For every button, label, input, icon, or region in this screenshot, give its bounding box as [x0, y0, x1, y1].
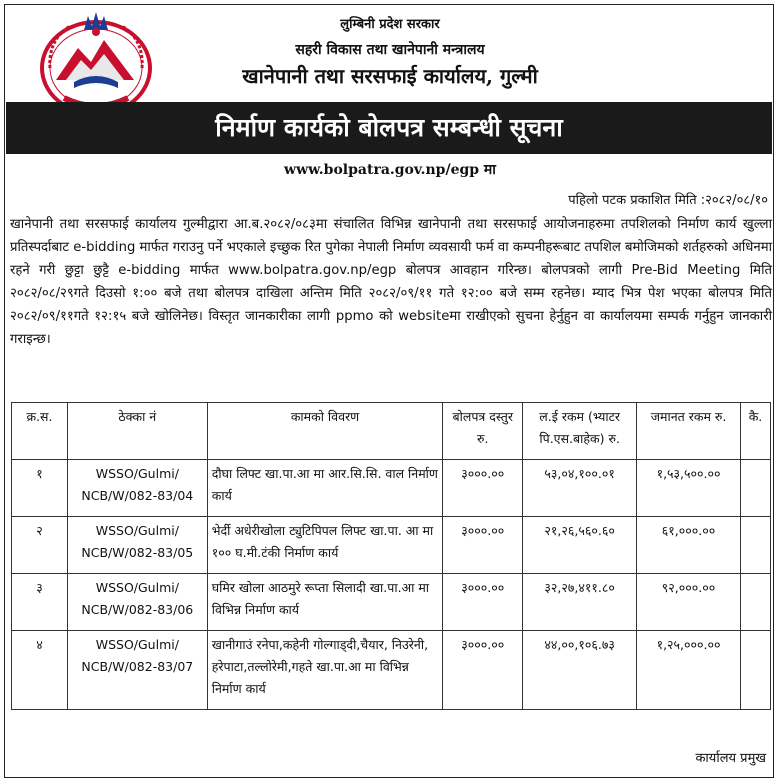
cell-remarks	[740, 574, 770, 631]
cell-contract-no: WSSO/Gulmi/ NCB/W/082-83/06	[67, 574, 207, 631]
tender-table	[11, 402, 771, 710]
cell-security: १,५३,५००.००	[637, 460, 741, 517]
publish-date: पहिलो पटक प्रकाशित मिति :२०८२/०८/१०	[568, 193, 768, 208]
cell-work: घमिर खोला आठमुरे रूप्ता सिलादी खा.पा.आ मा विभिन्न निर्माण कार्य	[207, 574, 443, 631]
table-row	[12, 517, 771, 574]
cell-work: भेर्दी अधेरीखोला ट्युटिपिपल लिफ्ट खा.पा. आ मा १०० घ.मी.टंकी निर्माण कार्य	[207, 517, 443, 574]
cell-sn: ३	[12, 574, 68, 631]
header-fee: बोलपत्र दस्तुर रु.	[443, 403, 523, 460]
cell-estimate: ४४,००,१०६.७३	[523, 631, 637, 710]
cell-contract-no: WSSO/Gulmi/ NCB/W/082-83/07	[67, 631, 207, 710]
province-government: लुम्बिनी प्रदेश सरकार	[340, 17, 440, 32]
cell-fee: ३०००.००	[443, 574, 523, 631]
cell-contract-no: WSSO/Gulmi/ NCB/W/082-83/04	[67, 460, 207, 517]
notice-paragraph: खानेपानी तथा सरसफाई कार्यालय गुल्मीद्वारा आ.ब.२०८२/०८३मा संचालित विभिन्न खानेपानी तथा सरसफाई आयोजनाहरुमा तपशिलको निर्माण कार्य खुल्ला प्रतिस्पर्दाबाट e-bidding मार्फत गराउनु पर्ने भएकाले इच्छुक रित पुगेका नेपाली निर्माण व्यवसायी फर्म वा कम्पनीहरूबाट तपशिल बमोजिमको शर्तहरुको अधिनमा रहने गरी छुट्टा छुट्टै e-bidding मार्फत www.bolpatra.gov.np/egp बोलपत्र आवहान गरिन्छ। बोलपत्रको लागी Pre-Bid Meeting मिति २०८२/०८/२९गते दिउसो १:०० बजे तथा बोलपत्र दाखिला अन्तिम मिति २०८२/०९/११ गते १२:०० बजे सम्म रहनेछ। म्याद भित्र पेश भएका बोलपत्र मिति २०८२/०९/११गते १२:१५ बजे खोलिनेछ। विस्तृत जानकारीका लागी ppmo को websiteमा राखीएको सुचना हेर्नुहुन वा कार्यालयमा सम्पर्क गर्नुहुन जानकारी गराइन्छ।	[10, 217, 772, 347]
cell-remarks	[740, 460, 770, 517]
cell-remarks	[740, 631, 770, 710]
cell-security: ९२,०००.००	[637, 574, 741, 631]
header-work: कामको विवरण	[207, 403, 443, 460]
cell-estimate: २१,२६,५६०.६०	[523, 517, 637, 574]
notice-title-banner: निर्माण कार्यको बोलपत्र सम्बन्धी सूचना	[6, 102, 772, 154]
header-contract-no: ठेक्का नं	[67, 403, 207, 460]
cell-security: ६१,०००.००	[637, 517, 741, 574]
cell-remarks	[740, 517, 770, 574]
header-estimate: ल.ई रकम (भ्याटर पि.एस.बाहेक) रु.	[523, 403, 637, 460]
table-row	[12, 460, 771, 517]
cell-estimate: ५३,०४,१००.०१	[523, 460, 637, 517]
website-link[interactable]: www.bolpatra.gov.np/egp मा	[284, 162, 496, 178]
ministry-name: सहरी विकास तथा खानेपानी मन्त्रालय	[295, 42, 485, 58]
cell-sn: ४	[12, 631, 68, 710]
signature-office-chief: कार्यालय प्रमुख	[695, 751, 766, 766]
cell-sn: १	[12, 460, 68, 517]
cell-work: दौघा लिफ्ट खा.पा.आ मा आर.सि.सि. वाल निर्माण कार्य	[207, 460, 443, 517]
table-header-row	[12, 403, 771, 460]
office-name: खानेपानी तथा सरसफाई कार्यालय, गुल्मी	[242, 64, 538, 88]
cell-sn: २	[12, 517, 68, 574]
cell-security: १,२५,०००.००	[637, 631, 741, 710]
table-row	[12, 574, 771, 631]
cell-estimate: ३२,२७,४११.८०	[523, 574, 637, 631]
header-security: जमानत रकम रु.	[637, 403, 741, 460]
header-remarks: कै.	[740, 403, 770, 460]
cell-fee: ३०००.००	[443, 517, 523, 574]
header-sn: क्र.स.	[12, 403, 68, 460]
cell-fee: ३०००.००	[443, 460, 523, 517]
table-row	[12, 631, 771, 710]
cell-contract-no: WSSO/Gulmi/ NCB/W/082-83/05	[67, 517, 207, 574]
notice-body	[10, 213, 772, 351]
cell-fee: ३०००.००	[443, 631, 523, 710]
cell-work: खानीगाउं रनेपा,कहेनी गोल्गाड्दी,चैयार, निउरेनी, हरेपाटा,तल्लोरेमी,गहते खा.पा.आ मा विभिन्न निर्माण कार्य	[207, 631, 443, 710]
